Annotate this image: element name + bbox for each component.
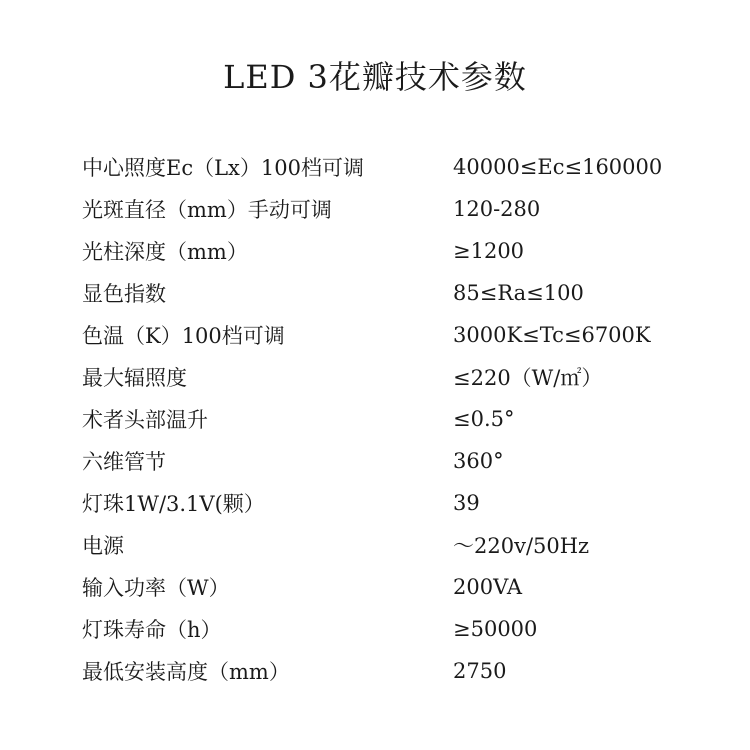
spec-value: 39	[453, 491, 480, 515]
spec-value: ～220v/50Hz	[453, 534, 590, 558]
spec-value: ≤220（W/㎡）	[453, 366, 603, 390]
spec-label: 术者头部温升	[82, 408, 208, 432]
spec-label: 六维管节	[82, 450, 166, 474]
spec-row	[82, 482, 722, 524]
spec-label: 显色指数	[82, 282, 166, 306]
spec-label: 最低安装高度（mm）	[82, 660, 290, 684]
spec-label: 灯珠寿命（h）	[82, 618, 222, 642]
spec-row	[82, 566, 722, 608]
spec-value: ≥1200	[453, 239, 525, 263]
spec-row	[82, 440, 722, 482]
spec-row	[82, 650, 722, 692]
spec-row	[82, 356, 722, 398]
spec-value: 2750	[453, 659, 507, 683]
spec-value: 120-280	[453, 197, 541, 221]
page-title: LED 3花瓣技术参数	[223, 58, 527, 96]
spec-row	[82, 272, 722, 314]
spec-label: 最大辐照度	[82, 366, 187, 390]
spec-row	[82, 314, 722, 356]
spec-label: 中心照度Ec（Lx）100档可调	[82, 156, 364, 180]
spec-value: 3000K≤Tc≤6700K	[453, 323, 651, 347]
spec-label: 光柱深度（mm）	[82, 240, 248, 264]
spec-table	[82, 146, 722, 692]
spec-row	[82, 524, 722, 566]
spec-row	[82, 608, 722, 650]
spec-label: 灯珠1W/3.1V(颗）	[82, 492, 265, 516]
spec-label: 输入功率（W）	[82, 576, 230, 600]
spec-label: 电源	[82, 534, 124, 558]
spec-value: 200VA	[453, 575, 522, 599]
spec-value: ≤0.5°	[453, 407, 515, 431]
spec-row	[82, 230, 722, 272]
spec-value: 360°	[453, 449, 504, 473]
spec-label: 色温（K）100档可调	[82, 324, 285, 348]
spec-value: ≥50000	[453, 617, 538, 641]
spec-label: 光斑直径（mm）手动可调	[82, 198, 332, 222]
spec-value: 85≤Ra≤100	[453, 281, 584, 305]
spec-row	[82, 188, 722, 230]
spec-row	[82, 398, 722, 440]
spec-value: 40000≤Ec≤160000	[453, 155, 663, 179]
spec-row	[82, 146, 722, 188]
